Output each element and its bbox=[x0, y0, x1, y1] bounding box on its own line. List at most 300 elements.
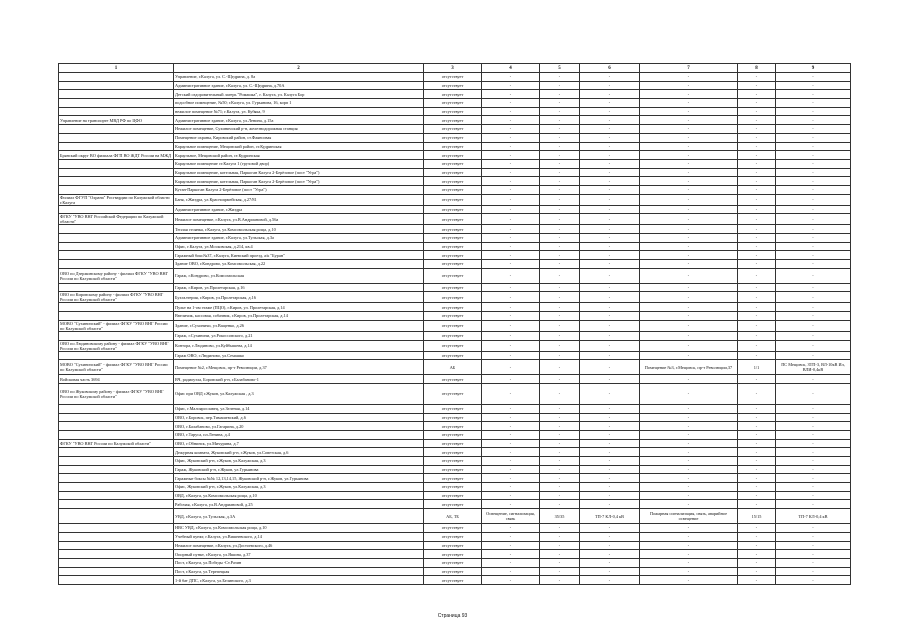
organization-cell bbox=[59, 234, 174, 243]
organization-cell bbox=[59, 133, 174, 142]
object-cell: Кутан-Паркоган Калуга 2-Берёзовое (пост "Угра") bbox=[174, 185, 424, 194]
consumers-cell: - bbox=[482, 404, 540, 413]
consumers2-cell: - bbox=[640, 340, 738, 351]
consumers2-cell: - bbox=[640, 116, 738, 125]
load2-cell: - bbox=[738, 73, 776, 82]
load2-cell: - bbox=[738, 205, 776, 214]
source2-cell: - bbox=[776, 558, 851, 567]
table-row bbox=[59, 242, 851, 251]
organization-cell: ОВО по Жуковскому району - филиал ФГКУ "УВО ВНГ России по Калужской области" bbox=[59, 383, 174, 404]
consumers-cell: - bbox=[482, 225, 540, 234]
organization-cell: ФГКУ "УВО ВНГ Российской Федерации по Калужской области" bbox=[59, 214, 174, 225]
load2-cell: - bbox=[738, 375, 776, 384]
consumers2-cell: - bbox=[640, 483, 738, 492]
organization-cell bbox=[59, 576, 174, 585]
source2-cell: - bbox=[776, 242, 851, 251]
organization-cell bbox=[59, 457, 174, 466]
object-cell: Опорный пункт, г.Калуга, ул.Яшина, д.37 bbox=[174, 550, 424, 559]
source-cell: - bbox=[580, 375, 640, 384]
consumers-cell: - bbox=[482, 107, 540, 116]
source2-cell: - bbox=[776, 234, 851, 243]
load-cell: - bbox=[540, 242, 580, 251]
consumers2-cell: - bbox=[640, 283, 738, 292]
consumers-cell: - bbox=[482, 283, 540, 292]
object-cell: Офис, г.Калуга, ул.Московская, д.214, кв.4 bbox=[174, 242, 424, 251]
consumers-cell: - bbox=[482, 251, 540, 260]
consumers-cell: - bbox=[482, 242, 540, 251]
organization-cell bbox=[59, 185, 174, 194]
load2-cell: - bbox=[738, 260, 776, 269]
consumers2-cell: - bbox=[640, 541, 738, 550]
load-cell: - bbox=[540, 351, 580, 360]
load2-cell: - bbox=[738, 491, 776, 500]
consumers2-cell: - bbox=[640, 422, 738, 431]
load2-cell: - bbox=[738, 133, 776, 142]
load-cell: - bbox=[540, 532, 580, 541]
consumers-cell: - bbox=[482, 360, 540, 375]
source2-cell: - bbox=[776, 292, 851, 303]
source2-cell: - bbox=[776, 576, 851, 585]
organization-cell: МОВО "Сухиничский" - филиал ФГКУ "УВО ВНГ России по Калужской области" bbox=[59, 360, 174, 375]
consumers-cell: - bbox=[482, 351, 540, 360]
source-cell: - bbox=[580, 457, 640, 466]
load2-cell: - bbox=[738, 524, 776, 533]
table-row bbox=[59, 151, 851, 160]
header-row bbox=[59, 64, 851, 73]
object-cell: Офис при ОВД г.Жуков, ул.Калужская , д.3 bbox=[174, 383, 424, 404]
load-cell: - bbox=[540, 360, 580, 375]
source2-cell: - bbox=[776, 312, 851, 321]
organization-cell bbox=[59, 90, 174, 99]
backup-source-cell: отсутствует bbox=[424, 351, 482, 360]
load-cell: - bbox=[540, 177, 580, 186]
source-cell: - bbox=[580, 532, 640, 541]
source-cell: - bbox=[580, 340, 640, 351]
source-cell: - bbox=[580, 292, 640, 303]
source-cell: - bbox=[580, 234, 640, 243]
table-row bbox=[59, 448, 851, 457]
organization-cell bbox=[59, 81, 174, 90]
object-cell: Гараж, г.Сухиничи, ул.Рокоссовского, д.21 bbox=[174, 331, 424, 340]
organization-cell: ОВО по Дзержинскому району - филиал ФГКУ "УВО ВНГ России по Калужской области" bbox=[59, 268, 174, 283]
object-cell: ВЧ, радиоузла, Боровский р-н, г.Балабаново-1 bbox=[174, 375, 424, 384]
load-cell: - bbox=[540, 205, 580, 214]
backup-source-cell: отсутствует bbox=[424, 142, 482, 151]
source-cell: - bbox=[580, 404, 640, 413]
table-row bbox=[59, 168, 851, 177]
object-cell: УВД, г.Калуга, ул.Тульская, д.3А bbox=[174, 509, 424, 524]
backup-source-cell: отсутствует bbox=[424, 524, 482, 533]
source-cell: - bbox=[580, 439, 640, 448]
source-cell: - bbox=[580, 383, 640, 404]
object-cell: Баня, г.Жиздра, ул.Красноармейская, д.27/81 bbox=[174, 194, 424, 205]
source-cell: - bbox=[580, 430, 640, 439]
object-cell: Гаражный бокс№37, г.Калуга, Киевский проезд, а/к "Буран" bbox=[174, 251, 424, 260]
organization-cell bbox=[59, 483, 174, 492]
load2-cell: - bbox=[738, 500, 776, 509]
backup-source-cell: отсутствует bbox=[424, 205, 482, 214]
load2-cell: - bbox=[738, 283, 776, 292]
organization-cell bbox=[59, 524, 174, 533]
source-cell: - bbox=[580, 142, 640, 151]
consumers-cell: - bbox=[482, 524, 540, 533]
consumers2-cell: - bbox=[640, 90, 738, 99]
consumers2-cell: - bbox=[640, 474, 738, 483]
load-cell: - bbox=[540, 133, 580, 142]
source-cell: - bbox=[580, 320, 640, 331]
consumers2-cell: - bbox=[640, 404, 738, 413]
source-cell: - bbox=[580, 491, 640, 500]
table-row bbox=[59, 292, 851, 303]
load-cell: - bbox=[540, 422, 580, 431]
table-row bbox=[59, 524, 851, 533]
source2-cell: - bbox=[776, 214, 851, 225]
consumers2-cell: - bbox=[640, 73, 738, 82]
source2-cell: - bbox=[776, 448, 851, 457]
consumers-cell: - bbox=[482, 413, 540, 422]
load2-cell: - bbox=[738, 413, 776, 422]
source2-cell: - bbox=[776, 251, 851, 260]
load-cell: - bbox=[540, 185, 580, 194]
source2-cell: - bbox=[776, 90, 851, 99]
organization-cell: Войсковая часть 3694 bbox=[59, 375, 174, 384]
source-cell: - bbox=[580, 422, 640, 431]
source2-cell: - bbox=[776, 375, 851, 384]
organization-cell bbox=[59, 125, 174, 134]
consumers-cell: - bbox=[482, 205, 540, 214]
load-cell: - bbox=[540, 312, 580, 321]
table-row bbox=[59, 465, 851, 474]
load-cell: - bbox=[540, 214, 580, 225]
consumers-cell: - bbox=[482, 151, 540, 160]
consumers-cell: - bbox=[482, 483, 540, 492]
load2-cell: - bbox=[738, 225, 776, 234]
load2-cell: - bbox=[738, 234, 776, 243]
object-cell: Помещение №2, г.Мещовск, пр-т Революции, д.37 bbox=[174, 360, 424, 375]
consumers2-cell: - bbox=[640, 81, 738, 90]
load2-cell: - bbox=[738, 474, 776, 483]
load-cell: - bbox=[540, 194, 580, 205]
load2-cell: - bbox=[738, 483, 776, 492]
source2-cell: - bbox=[776, 404, 851, 413]
table-row bbox=[59, 532, 851, 541]
load2-cell: - bbox=[738, 331, 776, 340]
source2-cell: - bbox=[776, 260, 851, 269]
source-cell: - bbox=[580, 107, 640, 116]
backup-source-cell: отсутствует bbox=[424, 81, 482, 90]
table-row bbox=[59, 474, 851, 483]
consumers-cell: - bbox=[482, 320, 540, 331]
table-row bbox=[59, 159, 851, 168]
consumers2-cell: - bbox=[640, 567, 738, 576]
backup-source-cell: отсутствует bbox=[424, 225, 482, 234]
consumers2-cell: - bbox=[640, 413, 738, 422]
document-sheet bbox=[58, 63, 850, 585]
table-row bbox=[59, 312, 851, 321]
load2-cell: - bbox=[738, 532, 776, 541]
consumers-cell: - bbox=[482, 439, 540, 448]
object-cell: НВС УВД, г.Калуга, ул.Комсомольская роща, д.10 bbox=[174, 524, 424, 533]
table-row bbox=[59, 375, 851, 384]
consumers-cell: - bbox=[482, 422, 540, 431]
load-cell: - bbox=[540, 413, 580, 422]
backup-source-cell: отсутствует bbox=[424, 413, 482, 422]
consumers-cell: - bbox=[482, 214, 540, 225]
object-cell: Административное здание, г.Калуга, ул.Ленина, д.15а bbox=[174, 116, 424, 125]
organization-cell bbox=[59, 558, 174, 567]
load-cell: - bbox=[540, 541, 580, 550]
load2-cell: - bbox=[738, 448, 776, 457]
backup-source-cell: АБ bbox=[424, 360, 482, 375]
source2-cell: - bbox=[776, 483, 851, 492]
consumers2-cell: - bbox=[640, 320, 738, 331]
organization-cell bbox=[59, 312, 174, 321]
backup-source-cell: отсутствует bbox=[424, 90, 482, 99]
consumers-cell: - bbox=[482, 430, 540, 439]
source-cell: - bbox=[580, 303, 640, 312]
source-cell: - bbox=[580, 260, 640, 269]
load-cell: - bbox=[540, 576, 580, 585]
load2-cell: - bbox=[738, 312, 776, 321]
backup-source-cell: отсутствует bbox=[424, 159, 482, 168]
consumers2-cell: Пожарная сигнализация, связь, аварийное освещение bbox=[640, 509, 738, 524]
source-cell: - bbox=[580, 73, 640, 82]
load-cell: - bbox=[540, 73, 580, 82]
consumers-cell: - bbox=[482, 125, 540, 134]
load-cell: - bbox=[540, 90, 580, 99]
load-cell: - bbox=[540, 116, 580, 125]
source2-cell: - bbox=[776, 351, 851, 360]
source2-cell: - bbox=[776, 73, 851, 82]
table-row bbox=[59, 360, 851, 375]
table-row bbox=[59, 331, 851, 340]
backup-source-cell: отсутствует bbox=[424, 500, 482, 509]
object-cell: Офис, Жуковский р-н, г.Жуков, ул.Калужская, д.3 bbox=[174, 457, 424, 466]
table-row bbox=[59, 90, 851, 99]
consumers-cell: - bbox=[482, 159, 540, 168]
source2-cell: - bbox=[776, 151, 851, 160]
source-cell: - bbox=[580, 413, 640, 422]
object-cell: ОВО, г.Боровск, пер.Тимашевский, д.6 bbox=[174, 413, 424, 422]
load2-cell: - bbox=[738, 422, 776, 431]
consumers-cell: - bbox=[482, 474, 540, 483]
backup-source-cell: отсутствует bbox=[424, 168, 482, 177]
load2-cell: - bbox=[738, 242, 776, 251]
column-header: 7 bbox=[640, 64, 738, 73]
source2-cell: - bbox=[776, 116, 851, 125]
load-cell: - bbox=[540, 558, 580, 567]
table-row bbox=[59, 194, 851, 205]
consumers2-cell: - bbox=[640, 500, 738, 509]
consumers2-cell: - bbox=[640, 448, 738, 457]
source2-cell: - bbox=[776, 142, 851, 151]
backup-source-cell: отсутствует bbox=[424, 107, 482, 116]
load2-cell: - bbox=[738, 541, 776, 550]
organization-cell bbox=[59, 283, 174, 292]
source-cell: - bbox=[580, 125, 640, 134]
organization-cell bbox=[59, 413, 174, 422]
consumers2-cell: - bbox=[640, 260, 738, 269]
backup-source-cell: отсутствует bbox=[424, 483, 482, 492]
object-cell: Теплая стоянка, г.Калуга, ул.Комсомольская роща, д.10 bbox=[174, 225, 424, 234]
organization-cell bbox=[59, 532, 174, 541]
column-header: 9 bbox=[776, 64, 851, 73]
table-row bbox=[59, 351, 851, 360]
organization-cell bbox=[59, 474, 174, 483]
consumers2-cell: - bbox=[640, 251, 738, 260]
consumers2-cell: - bbox=[640, 225, 738, 234]
source2-cell: - bbox=[776, 205, 851, 214]
load2-cell: - bbox=[738, 177, 776, 186]
consumers2-cell: - bbox=[640, 99, 738, 108]
load2-cell: - bbox=[738, 430, 776, 439]
consumers2-cell: - bbox=[640, 383, 738, 404]
consumers2-cell: - bbox=[640, 133, 738, 142]
backup-source-cell: отсутствует bbox=[424, 242, 482, 251]
backup-source-cell: отсутствует bbox=[424, 404, 482, 413]
backup-source-cell: отсутствует bbox=[424, 439, 482, 448]
load2-cell: - bbox=[738, 168, 776, 177]
organization-cell: ОВО по Кировскому району - филиал ФГКУ "УВО ВНГ России по Калужской области" bbox=[59, 292, 174, 303]
load-cell: - bbox=[540, 292, 580, 303]
table-body bbox=[59, 73, 851, 585]
load-cell: - bbox=[540, 159, 580, 168]
load-cell: 35/35 bbox=[540, 509, 580, 524]
consumers-cell: - bbox=[482, 194, 540, 205]
load2-cell: - bbox=[738, 292, 776, 303]
organization-cell bbox=[59, 541, 174, 550]
backup-source-cell: отсутствует bbox=[424, 430, 482, 439]
load-cell: - bbox=[540, 151, 580, 160]
consumers-cell: - bbox=[482, 268, 540, 283]
load2-cell: 1/1 bbox=[738, 360, 776, 375]
consumers2-cell: - bbox=[640, 439, 738, 448]
source-cell: - bbox=[580, 159, 640, 168]
source2-cell: - bbox=[776, 541, 851, 550]
load2-cell: - bbox=[738, 465, 776, 474]
consumers-cell: - bbox=[482, 133, 540, 142]
backup-source-cell: отсутствует bbox=[424, 251, 482, 260]
table-row bbox=[59, 125, 851, 134]
backup-source-cell: отсутствует bbox=[424, 268, 482, 283]
source-cell: - bbox=[580, 312, 640, 321]
table-row bbox=[59, 430, 851, 439]
source2-cell: - bbox=[776, 413, 851, 422]
source2-cell: - bbox=[776, 500, 851, 509]
backup-source-cell: отсутствует bbox=[424, 283, 482, 292]
table-row bbox=[59, 404, 851, 413]
consumers2-cell: - bbox=[640, 151, 738, 160]
consumers-cell: - bbox=[482, 185, 540, 194]
consumers-cell: - bbox=[482, 558, 540, 567]
object-cell: Административное здание, г.Калуга, ул. С.-Щедрина, д.70А bbox=[174, 81, 424, 90]
source2-cell: - bbox=[776, 439, 851, 448]
object-cell: ОВД, г.Калуга, ул.Комсомольская роща, д.10 bbox=[174, 491, 424, 500]
load-cell: - bbox=[540, 260, 580, 269]
consumers-cell: - bbox=[482, 567, 540, 576]
source2-cell: - bbox=[776, 125, 851, 134]
object-cell: Офис, Жуковский р-н, г.Жуков, ул.Калужская, д.3 bbox=[174, 483, 424, 492]
object-cell: Караульное помещение, котельная, Паркоган Калуга 2-Берёзовое (пост "Угра") bbox=[174, 168, 424, 177]
consumers-cell: - bbox=[482, 448, 540, 457]
consumers-cell: - bbox=[482, 90, 540, 99]
source2-cell: ПС Мещовск, ЗТП-3, ВЛ-10кВ Ил, ВЛИ-0,4кВ bbox=[776, 360, 851, 375]
load2-cell: - bbox=[738, 268, 776, 283]
object-cell: подсобное помещение, №50; г.Калуга, ул. Гурьянова, 16, корп 1 bbox=[174, 99, 424, 108]
load-cell: - bbox=[540, 483, 580, 492]
table-row bbox=[59, 116, 851, 125]
object-cell: Нежилое помещение, г.Калуга, ул.В.Андриановой, д.56а bbox=[174, 214, 424, 225]
source2-cell: - bbox=[776, 320, 851, 331]
consumers2-cell: - bbox=[640, 351, 738, 360]
consumers2-cell: - bbox=[640, 457, 738, 466]
backup-source-cell: отсутствует bbox=[424, 331, 482, 340]
table-row bbox=[59, 383, 851, 404]
load-cell: - bbox=[540, 383, 580, 404]
source2-cell: - bbox=[776, 474, 851, 483]
consumers-cell: - bbox=[482, 331, 540, 340]
consumers2-cell: Помещение №3, г.Мещовск, пр-т Революции,37 bbox=[640, 360, 738, 375]
consumers2-cell: - bbox=[640, 532, 738, 541]
consumers-cell: - bbox=[482, 312, 540, 321]
consumers2-cell: - bbox=[640, 491, 738, 500]
source-cell: - bbox=[580, 524, 640, 533]
load-cell: - bbox=[540, 331, 580, 340]
consumers2-cell: - bbox=[640, 159, 738, 168]
source2-cell: - bbox=[776, 303, 851, 312]
load2-cell: - bbox=[738, 383, 776, 404]
source-cell: - bbox=[580, 283, 640, 292]
source2-cell: - bbox=[776, 465, 851, 474]
load2-cell: - bbox=[738, 142, 776, 151]
backup-source-cell: отсутствует bbox=[424, 541, 482, 550]
load-cell: - bbox=[540, 439, 580, 448]
load-cell: - bbox=[540, 430, 580, 439]
load2-cell: - bbox=[738, 303, 776, 312]
source-cell: - bbox=[580, 214, 640, 225]
consumers2-cell: - bbox=[640, 205, 738, 214]
organization-cell bbox=[59, 509, 174, 524]
load-cell: - bbox=[540, 251, 580, 260]
backup-source-cell: отсутствует bbox=[424, 576, 482, 585]
object-cell: 1-й бат ДПС, г.Калуга, ул.Белинского, д.3 bbox=[174, 576, 424, 585]
table-row bbox=[59, 81, 851, 90]
column-header: 8 bbox=[738, 64, 776, 73]
table-row bbox=[59, 550, 851, 559]
consumers-cell: - bbox=[482, 532, 540, 541]
load-cell: - bbox=[540, 142, 580, 151]
table-row bbox=[59, 251, 851, 260]
load-cell: - bbox=[540, 448, 580, 457]
source-cell: - bbox=[580, 550, 640, 559]
organization-cell: Брянский округ ВО филиала ФГП ВО ЖДТ России на МЖД bbox=[59, 151, 174, 160]
backup-source-cell: отсутствует bbox=[424, 567, 482, 576]
consumers2-cell: - bbox=[640, 142, 738, 151]
column-header: 3 bbox=[424, 64, 482, 73]
consumers-cell: - bbox=[482, 576, 540, 585]
load-cell: - bbox=[540, 225, 580, 234]
table-row bbox=[59, 142, 851, 151]
consumers2-cell: - bbox=[640, 185, 738, 194]
object-cell: Управление, г.Калуга, ул. С.-Щедрина, д. 8а bbox=[174, 73, 424, 82]
organization-cell bbox=[59, 107, 174, 116]
organization-cell: ОВО по Людиновскому району - филиал ФГКУ "УВО ВНГ России по Калужской области" bbox=[59, 340, 174, 351]
source-cell: - bbox=[580, 90, 640, 99]
consumers-cell: - bbox=[482, 541, 540, 550]
backup-source-cell: отсутствует bbox=[424, 185, 482, 194]
source-cell: - bbox=[580, 448, 640, 457]
object-cell: ОВО, г.Балабаново, ул.Гагарина, д.20 bbox=[174, 422, 424, 431]
